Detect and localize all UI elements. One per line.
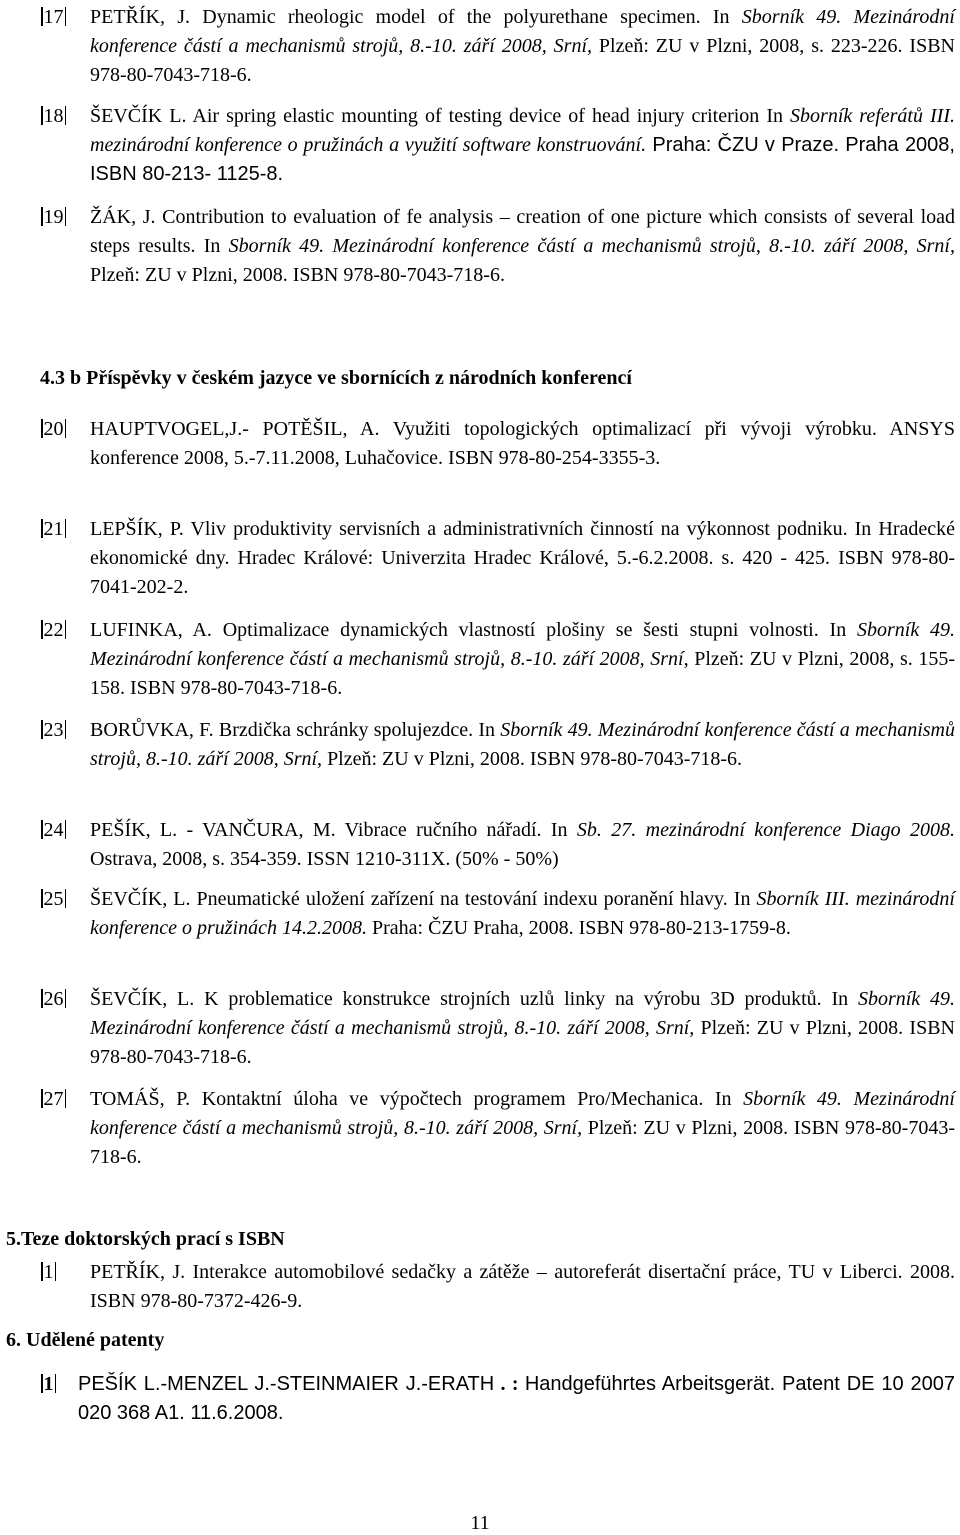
reference-entry	[40, 716, 955, 774]
section-heading: 5.Teze doktorských prací s ISBN	[6, 1228, 285, 1250]
reference-marker	[40, 716, 88, 745]
reference-text	[90, 415, 955, 473]
reference-text	[90, 885, 955, 943]
reference-entry	[40, 3, 955, 90]
reference-text-run: Sborník 49. Mezinárodní konference částí a mechanismů strojů, 8.-10. září 2008, Srní,	[90, 988, 955, 1039]
reference-marker	[40, 1370, 88, 1399]
reference-text-run: Sborník 49. Mezinárodní konference částí a mechanismů strojů, 8.-10. září 2008, Srní,	[90, 6, 955, 57]
reference-text-run: ŠEVČÍK, L. K problematice konstrukce strojních uzlů linky na výrobu 3D produktů. In	[90, 988, 858, 1010]
reference-text	[90, 3, 955, 90]
reference-marker	[40, 616, 88, 645]
reference-marker	[40, 3, 88, 32]
reference-text-run: ŽÁK, J. Contribution to evaluation of fe analysis – creation of one picture which consists of several load steps results. In	[90, 206, 955, 257]
reference-text-run: Plzeň: ZU v Plzni, 2008, s. 155-158. ISBN 978-80-7043-718-6.	[90, 648, 955, 699]
reference-marker	[40, 885, 88, 914]
reference-text-run: . :	[494, 1373, 525, 1395]
reference-text-run: Sborník 49. Mezinárodní konference částí a mechanismů strojů, 8.-10. září 2008, Srní,	[90, 619, 955, 670]
reference-marker	[40, 1085, 88, 1114]
reference-number: 22	[43, 619, 64, 641]
reference-entry	[40, 885, 955, 943]
reference-text-run: TOMÁŠ, P. Kontaktní úloha ve výpočtech programem Pro/Mechanica. In	[90, 1088, 744, 1110]
reference-text-run: Plzeň: ZU v Plzni, 2008. ISBN 978-80-7043-718-6.	[90, 264, 505, 286]
reference-text-run: LUFINKA, A. Optimalizace dynamických vlastností plošiny se šesti stupni volnosti. In	[90, 619, 857, 641]
reference-text	[90, 1258, 955, 1316]
reference-text-run: BORŮVKA, F. Brzdička schránky spolujezdce. In	[90, 719, 501, 741]
reference-entry	[40, 203, 955, 290]
reference-number: 21	[43, 518, 64, 540]
reference-number: 1	[43, 1261, 54, 1283]
reference-marker	[40, 816, 88, 845]
reference-number: 27	[43, 1088, 64, 1110]
reference-marker	[40, 985, 88, 1014]
page-number: 11	[470, 1512, 490, 1534]
reference-text-run: Plzeň: ZU v Plzni, 2008. ISBN 978-80-7043-718-6.	[322, 748, 743, 770]
reference-number: 20	[43, 418, 64, 440]
reference-text-run: Sborník III. mezinárodní konference o pružinách 14.2.2008.	[90, 888, 955, 939]
reference-text-run: Sborník referátů III. mezinárodní konference o pružinách a využití software konstruování.	[90, 105, 955, 156]
reference-number: 24	[43, 819, 64, 841]
reference-text	[90, 1085, 955, 1172]
reference-entry	[40, 1258, 955, 1316]
reference-text-run: Sb. 27. mezinárodní konference Diago 2008.	[576, 819, 955, 841]
reference-text-run: Praha: ČZU v Praze. Praha 2008, ISBN 80-213- 1125-8.	[90, 134, 955, 185]
reference-entry	[40, 985, 955, 1072]
reference-marker	[40, 102, 88, 131]
reference-text-run: Ostrava, 2008, s. 354-359. ISSN 1210-311X. (50% - 50%)	[90, 848, 559, 870]
reference-entry	[40, 415, 955, 473]
reference-number: 1	[43, 1373, 54, 1395]
reference-entry	[40, 616, 955, 703]
reference-marker	[40, 415, 88, 444]
reference-text-run: Plzeň: ZU v Plzni, 2008. ISBN 978-80-7043-718-6.	[90, 1017, 955, 1068]
reference-text	[90, 716, 955, 774]
reference-number: 19	[43, 206, 64, 228]
reference-text-run: PETŘÍK, J. Dynamic rheologic model of the polyurethane specimen. In	[90, 6, 742, 28]
reference-number: 18	[43, 105, 64, 127]
section-heading: 6. Udělené patenty	[6, 1329, 165, 1351]
reference-text-run: PEŠÍK L.-MENZEL J.-STEINMAIER J.-ERATH	[78, 1373, 495, 1395]
section-heading: 4.3 b Příspěvky v českém jazyce ve sbornících z národních konferencí	[40, 367, 632, 389]
reference-text-run: PEŠÍK, L. - VANČURA, M. Vibrace ručního nářadí. In	[90, 819, 577, 841]
reference-text-run: ŠEVČÍK, L. Pneumatické uložení zařízení na testování indexu poranění hlavy. In	[90, 888, 757, 910]
reference-text-run: Praha: ČZU Praha, 2008. ISBN 978-80-213-1759-8.	[366, 917, 791, 939]
reference-text	[90, 816, 955, 874]
reference-marker	[40, 203, 88, 232]
reference-text	[78, 1370, 955, 1428]
reference-number: 25	[43, 888, 64, 910]
reference-marker	[40, 515, 88, 544]
reference-number: 26	[43, 988, 64, 1010]
reference-text-run: LEPŠÍK, P. Vliv produktivity servisních a administrativních činností na výkonnost podniku. In Hradecké ekonomické dny. Hradec Králové: Univerzita Hradec Králové, 5.-6.2.2008. s. 420 - 425. ISBN 978-80-7041-202-2.	[90, 518, 955, 598]
reference-text-run: Plzeň: ZU v Plzni, 2008, s. 223-226. ISBN 978-80-7043-718-6.	[90, 35, 955, 86]
reference-text-run: Sborník 49. Mezinárodní konference částí a mechanismů strojů, 8.-10. září 2008, Srní,	[228, 235, 955, 257]
reference-text	[90, 515, 955, 602]
reference-entry	[40, 816, 955, 874]
reference-text-run: ŠEVČÍK L. Air spring elastic mounting of testing device of head injury criterion In	[90, 105, 791, 127]
reference-text-run: Handgeführtes Arbeitsgerät. Patent DE 10 2007 020 368 A1. 11.6.2008.	[78, 1373, 955, 1424]
reference-text	[90, 985, 955, 1072]
reference-number: 17	[43, 6, 64, 28]
reference-number: 23	[43, 719, 64, 741]
reference-text-run: HAUPTVOGEL,J.- POTĚŠIL, A. Využiti topologických optimalizací při vývoji výrobku. ANSYS konference 2008, 5.-7.11.2008, Luhačovice. ISBN 978-80-254-3355-3.	[90, 418, 955, 469]
reference-text-run: Sborník 49. Mezinárodní konference částí a mechanismů strojů, 8.-10. září 2008, Srní,	[90, 719, 955, 770]
reference-entry	[40, 102, 955, 189]
reference-entry	[40, 1370, 955, 1428]
reference-marker	[40, 1258, 88, 1287]
reference-text	[90, 616, 955, 703]
reference-entry	[40, 1085, 955, 1172]
reference-entry	[40, 515, 955, 602]
reference-text	[90, 203, 955, 290]
reference-text-run: Plzeň: ZU v Plzni, 2008. ISBN 978-80-7043-718-6.	[90, 1117, 956, 1168]
reference-text	[90, 102, 955, 189]
reference-text-run: Sborník 49. Mezinárodní konference částí a mechanismů strojů, 8.-10. září 2008, Srní,	[90, 1088, 955, 1139]
reference-text-run: PETŘÍK, J. Interakce automobilové sedačky a zátěže – autoreferát disertační práce, TU v Liberci. 2008. ISBN 978-80-7372-426-9.	[90, 1261, 955, 1312]
